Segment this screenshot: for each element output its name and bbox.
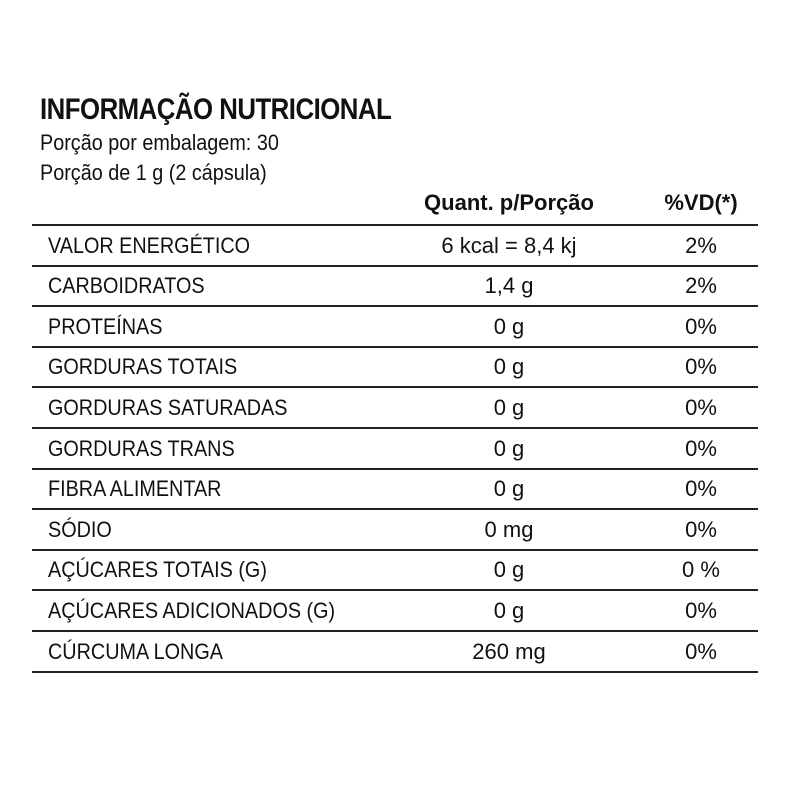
nutrient-amount: 0 g <box>493 354 525 380</box>
nutrient-amount: 1,4 g <box>484 273 534 299</box>
table-row <box>32 267 758 308</box>
servings-per-package: Porção por embalagem: 30 <box>40 130 279 155</box>
nutrient-name: CARBOIDRATOS <box>48 273 205 299</box>
table-row <box>32 348 758 389</box>
serving-size: Porção de 1 g (2 cápsula) <box>40 160 267 185</box>
nutrient-name: GORDURAS TRANS <box>48 435 235 461</box>
nutrient-amount: 0 g <box>493 557 525 583</box>
nutrient-amount: 0 g <box>493 394 525 420</box>
nutrient-name: FIBRA ALIMENTAR <box>48 476 222 502</box>
nutrient-daily-value: 0% <box>685 476 717 502</box>
nutrient-amount: 260 mg <box>472 638 546 664</box>
table-row <box>32 510 758 551</box>
nutrient-daily-value: 0% <box>685 313 717 339</box>
nutrient-daily-value: 2% <box>685 273 717 299</box>
nutrient-amount: 0 g <box>493 435 525 461</box>
nutrient-daily-value: 0% <box>685 516 717 542</box>
nutrient-name: SÓDIO <box>48 516 112 542</box>
table-row <box>32 632 758 673</box>
nutrient-amount: 0 g <box>493 597 525 623</box>
table-row <box>32 388 758 429</box>
nutrient-daily-value: 0% <box>685 638 717 664</box>
table-row <box>32 307 758 348</box>
nutrient-daily-value: 0% <box>685 354 717 380</box>
table-row <box>32 470 758 511</box>
nutrient-daily-value: 2% <box>685 232 717 258</box>
label-title: INFORMAÇÃO NUTRICIONAL <box>40 93 392 126</box>
column-header-amount: Quant. p/Porção <box>424 190 594 215</box>
nutrient-daily-value: 0 % <box>682 557 720 583</box>
nutrient-name: GORDURAS TOTAIS <box>48 354 238 380</box>
table-row <box>32 226 758 267</box>
table-header <box>32 188 758 226</box>
nutrient-daily-value: 0% <box>685 597 717 623</box>
table-row <box>32 551 758 592</box>
nutrient-name: GORDURAS SATURADAS <box>48 394 288 420</box>
nutrient-name: VALOR ENERGÉTICO <box>48 232 251 258</box>
nutrient-daily-value: 0% <box>685 435 717 461</box>
table-row <box>32 591 758 632</box>
nutrient-amount: 0 mg <box>484 516 534 542</box>
nutrient-amount: 0 g <box>493 476 525 502</box>
nutrient-name: PROTEÍNAS <box>48 313 163 339</box>
nutrient-daily-value: 0% <box>685 394 717 420</box>
nutrient-name: AÇÚCARES TOTAIS (G) <box>48 557 267 583</box>
nutrient-amount: 6 kcal = 8,4 kj <box>441 232 577 258</box>
nutrient-name: CÚRCUMA LONGA <box>48 638 223 664</box>
nutrient-name: AÇÚCARES ADICIONADOS (G) <box>48 597 336 623</box>
table-row <box>32 429 758 470</box>
nutrient-amount: 0 g <box>493 313 525 339</box>
nutrition-label <box>32 92 758 673</box>
column-header-daily-value: %VD(*) <box>664 190 738 215</box>
